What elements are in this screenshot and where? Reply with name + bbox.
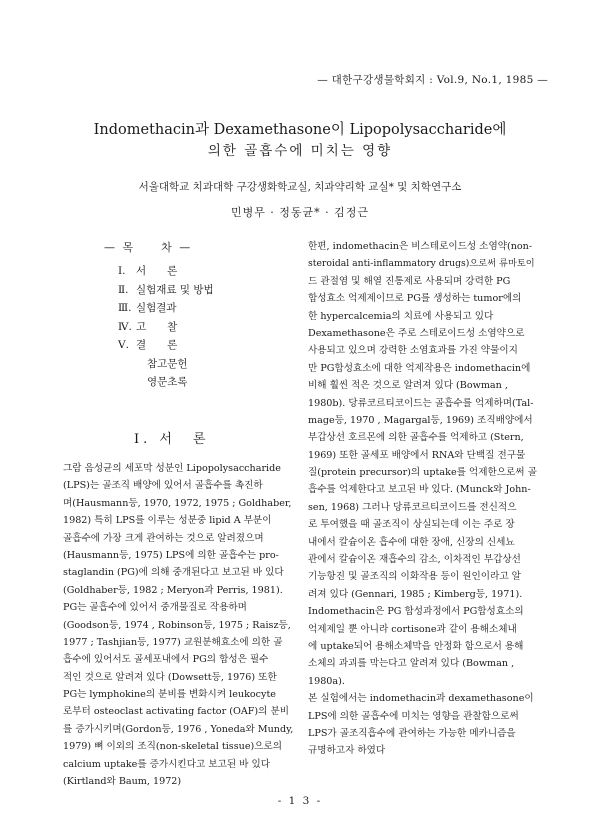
text-line: 1982) 특히 LPS를 이루는 성분중 lipid A 부분이: [63, 515, 272, 527]
text-line: (LPS)는 골조직 배양에 있어서 골흡수를 촉진하: [63, 480, 263, 492]
text-line: 기능항진 및 골조직의 이화작용 등이 원인이라고 알: [308, 571, 521, 583]
text-line: 그람 음성균의 세포막 성분인 Lipopolysaccharide: [63, 463, 281, 474]
toc-item-label: 결 론: [136, 339, 178, 351]
text-line: 로 투여했을 때 골조직이 상실되는데 이는 주로 장: [308, 519, 515, 531]
toc-item: [118, 373, 214, 392]
text-line: 1980b). 당류코르티코이드는 골흡수를 억제하며(Tal-: [308, 397, 534, 409]
toc-item-number: Ⅳ.: [118, 320, 132, 333]
toc-item-label: 참고문헌: [147, 357, 188, 370]
text-line: steroidal anti-inflammatory drugs)으로써 류마토이: [308, 258, 535, 270]
toc-item-label: 고 찰: [136, 320, 178, 333]
text-line: 내에서 칼슘이온 흡수에 대한 장애, 신장의 신세뇨: [308, 536, 515, 548]
text-line: 부갑상선 호르몬에 의한 골흡수를 억제하고 (Stern,: [308, 432, 524, 444]
text-line: 한편, indomethacin은 비스테로이드성 소염약(non-: [308, 241, 533, 252]
text-line: 만 PG합성효소에 대한 억제작용은 indomethacin에: [308, 362, 531, 374]
toc-item: [118, 318, 214, 337]
text-line: Dexamethasone은 주로 스테로이드성 소염약으로: [308, 327, 525, 339]
text-line: 질(protein precursor)의 uptake를 억제한으로써 골: [308, 467, 537, 479]
text-line: calcium uptake를 증가시킨다고 보고된 바 있다: [63, 758, 270, 770]
text-line: 골흡수에 가장 크게 관여하는 것으로 알려졌으며: [63, 532, 264, 544]
text-line: 1969) 또한 골세포 배양에서 RNA와 단백질 전구물: [308, 449, 526, 461]
affiliation: 서울대학교 치과대학 구강생화학교실, 치과약리학 교실* 및 치학연구소: [138, 181, 462, 193]
text-line: 규명하고자 하였다: [308, 745, 386, 757]
text-line: sen, 1968) 그러나 당류코르티코이드를 전신적으: [308, 501, 517, 513]
toc-item: [118, 262, 214, 281]
text-line: 본 실험에서는 indomethacin과 dexamethasone이: [308, 693, 534, 705]
journal-header: — 대한구강생물학회지 : Vol.9, No.1, 1985 —: [317, 74, 548, 86]
text-line: PG는 골흡수에 있어서 중개물질로 작용하며: [63, 602, 247, 614]
left-column-text: [63, 460, 295, 790]
text-line: 로부터 osteoclast activating factor (OAF)의 분비: [63, 706, 289, 718]
table-of-contents: [118, 262, 214, 392]
toc-item-label: 서 론: [136, 265, 178, 277]
text-line: 를 증가시키며(Gordon등, 1976 , Yoneda와 Mundy,: [63, 723, 294, 735]
toc-item-label: 실험재료 및 방법: [136, 283, 214, 296]
text-line: staglandin (PG)에 의해 중개된다고 보고된 바 있다: [63, 567, 284, 579]
text-line: 에 uptake되어 용해소체막을 안정화 함으로서 용해: [308, 640, 524, 652]
text-line: 1980a).: [308, 675, 345, 687]
text-line: (Kirtland와 Baum, 1972): [63, 776, 182, 788]
text-line: 소체의 과괴를 막는다고 알려져 있다 (Bowman ,: [308, 658, 515, 670]
text-line: 한 hypercalcemia의 치료에 사용되고 있다: [308, 310, 494, 322]
page-number: - 1 3 -: [277, 795, 323, 807]
authors: 민병무 · 정동균* · 김정근: [230, 206, 370, 219]
text-line: 드 관절염 및 해열 진통제로 사용되며 강력한 PG: [308, 275, 511, 287]
text-line: PG는 lymphokine의 분비를 변화시켜 leukocyte: [63, 689, 276, 701]
toc-item-label: 실험결과: [136, 302, 177, 314]
text-line: 적인 것으로 알려져 있다 (Dowsett등, 1976) 또한: [63, 671, 277, 683]
paper-title-line-1: Indomethacin과 Dexamethasone이 Lipopolysaccharide에: [93, 122, 507, 138]
text-line: 1977 ; Tashjian등, 1977) 교원분해효소에 의한 골: [63, 636, 283, 648]
text-line: LPS에 의한 골흡수에 미치는 영향을 관찰함으로써: [308, 710, 519, 722]
text-line: 억제제일 뿐 아니라 cortisone과 같이 용해소체내: [308, 623, 517, 635]
text-line: 관에서 칼슘이온 재흡수의 감소, 이차적인 부갑상선: [308, 554, 521, 566]
text-line: 며(Hausmann등, 1970, 1972, 1975 ; Goldhaber,: [63, 497, 292, 509]
text-line: Indomethacin은 PG 합성과정에서 PG합성효소의: [308, 606, 524, 618]
paper-title-line-2: 의한 골흡수에 미치는 영향: [207, 143, 393, 159]
text-line: 합성효소 억제제이므로 PG를 생성하는 tumor에의: [308, 293, 522, 305]
toc-item: [118, 336, 214, 355]
text-line: 1979) 뼈 이외의 조직(non-skeletal tissue)으로의: [63, 741, 283, 753]
section-heading-introduction: Ⅰ. 서 론: [134, 432, 210, 447]
toc-item: [118, 281, 214, 300]
toc-item: [118, 299, 214, 318]
toc-item-number: Ⅲ.: [118, 302, 132, 314]
text-line: mage등, 1970 , Magargal등, 1969) 조직배양에서: [308, 414, 533, 426]
toc-item-number: Ⅴ.: [118, 339, 129, 351]
text-line: LPS가 골조직흡수에 관여하는 가능한 메카니즘을: [308, 727, 516, 739]
toc-item-number: Ⅰ.: [118, 265, 126, 277]
text-line: 비해 훨씬 적은 것으로 알려져 있다 (Bowman ,: [308, 380, 508, 392]
toc-item-label: 영문초록: [147, 376, 188, 388]
toc-heading: — 목 차 —: [104, 241, 193, 254]
text-line: 려져 있다 (Gennari, 1985 ; Kimberg등, 1971).: [308, 588, 523, 600]
text-line: 흡수를 억제한다고 보고된 바 있다. (Munck와 John-: [308, 484, 531, 496]
toc-item: [118, 355, 214, 374]
toc-item-number: Ⅱ.: [118, 283, 129, 296]
right-column-text: [308, 238, 540, 760]
text-line: (Goodson등, 1974 , Robinson등, 1975 ; Raisz등,: [63, 619, 291, 631]
text-line: (Hausmann등, 1975) LPS에 의한 골흡수는 pro-: [63, 549, 279, 561]
text-line: 흡수에 있어서도 골세포내에서 PG의 합성은 필수: [63, 654, 269, 666]
text-line: 사용되고 있으며 강력한 소염효과를 가진 약물이지: [308, 345, 518, 357]
text-line: (Goldhaber등, 1982 ; Meryon과 Perris, 1981).: [63, 584, 283, 596]
